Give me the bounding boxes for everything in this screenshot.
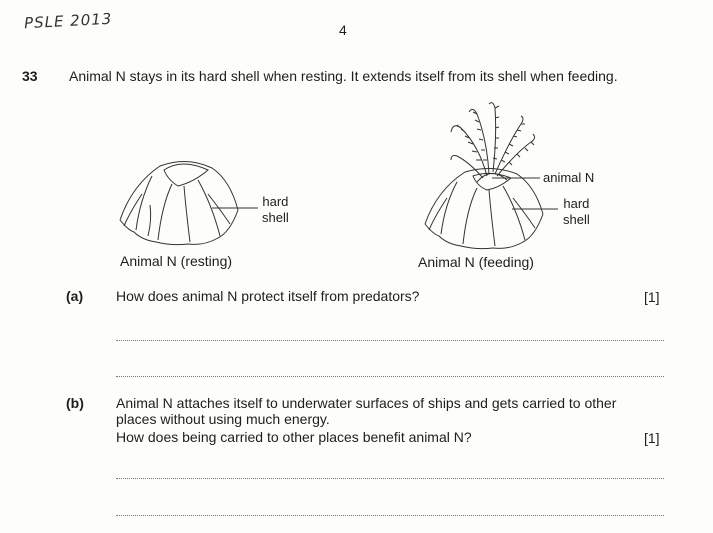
part-a-label: (a) bbox=[66, 288, 84, 304]
feeding-shell-label-line2: shell bbox=[563, 212, 590, 227]
part-a-marks: [1] bbox=[644, 289, 660, 305]
part-b-marks: [1] bbox=[644, 430, 660, 446]
resting-shell-label bbox=[262, 194, 289, 226]
part-a-answer-line-2[interactable] bbox=[116, 376, 664, 377]
resting-shell-label-line2: shell bbox=[262, 210, 289, 225]
part-a-answer-line-1[interactable] bbox=[116, 340, 664, 341]
part-b-answer-line-1[interactable] bbox=[116, 478, 664, 479]
resting-shell-label-line1: hard bbox=[262, 194, 289, 209]
question-stem: Animal N stays in its hard shell when resting. It extends itself from its shell when feeding. bbox=[69, 68, 618, 84]
part-b-answer-line-2[interactable] bbox=[116, 515, 664, 516]
page-number: 4 bbox=[339, 22, 347, 38]
feeding-animal-leader-line bbox=[492, 173, 542, 183]
resting-caption: Animal N (resting) bbox=[120, 253, 233, 269]
barnacle-resting-drawing bbox=[112, 150, 272, 250]
resting-leader-line bbox=[212, 203, 262, 213]
feeding-shell-label bbox=[563, 196, 590, 228]
part-b-text-line1: Animal N attaches itself to underwater surfaces of ships and gets carried to other bbox=[116, 395, 617, 411]
question-number: 33 bbox=[22, 68, 38, 84]
part-b-text-line2: places without using much energy. bbox=[116, 411, 330, 427]
feeding-shell-label-line1: hard bbox=[563, 196, 590, 211]
part-a-text: How does animal N protect itself from predators? bbox=[116, 288, 420, 304]
feeding-shell-leader-line bbox=[512, 204, 562, 214]
handwritten-note: PSLE 2013 bbox=[23, 9, 113, 33]
feeding-caption: Animal N (feeding) bbox=[418, 254, 534, 270]
part-b-label: (b) bbox=[66, 395, 84, 411]
feeding-animal-label: animal N bbox=[543, 170, 595, 185]
part-b-text-line3: How does being carried to other places benefit animal N? bbox=[116, 429, 472, 445]
